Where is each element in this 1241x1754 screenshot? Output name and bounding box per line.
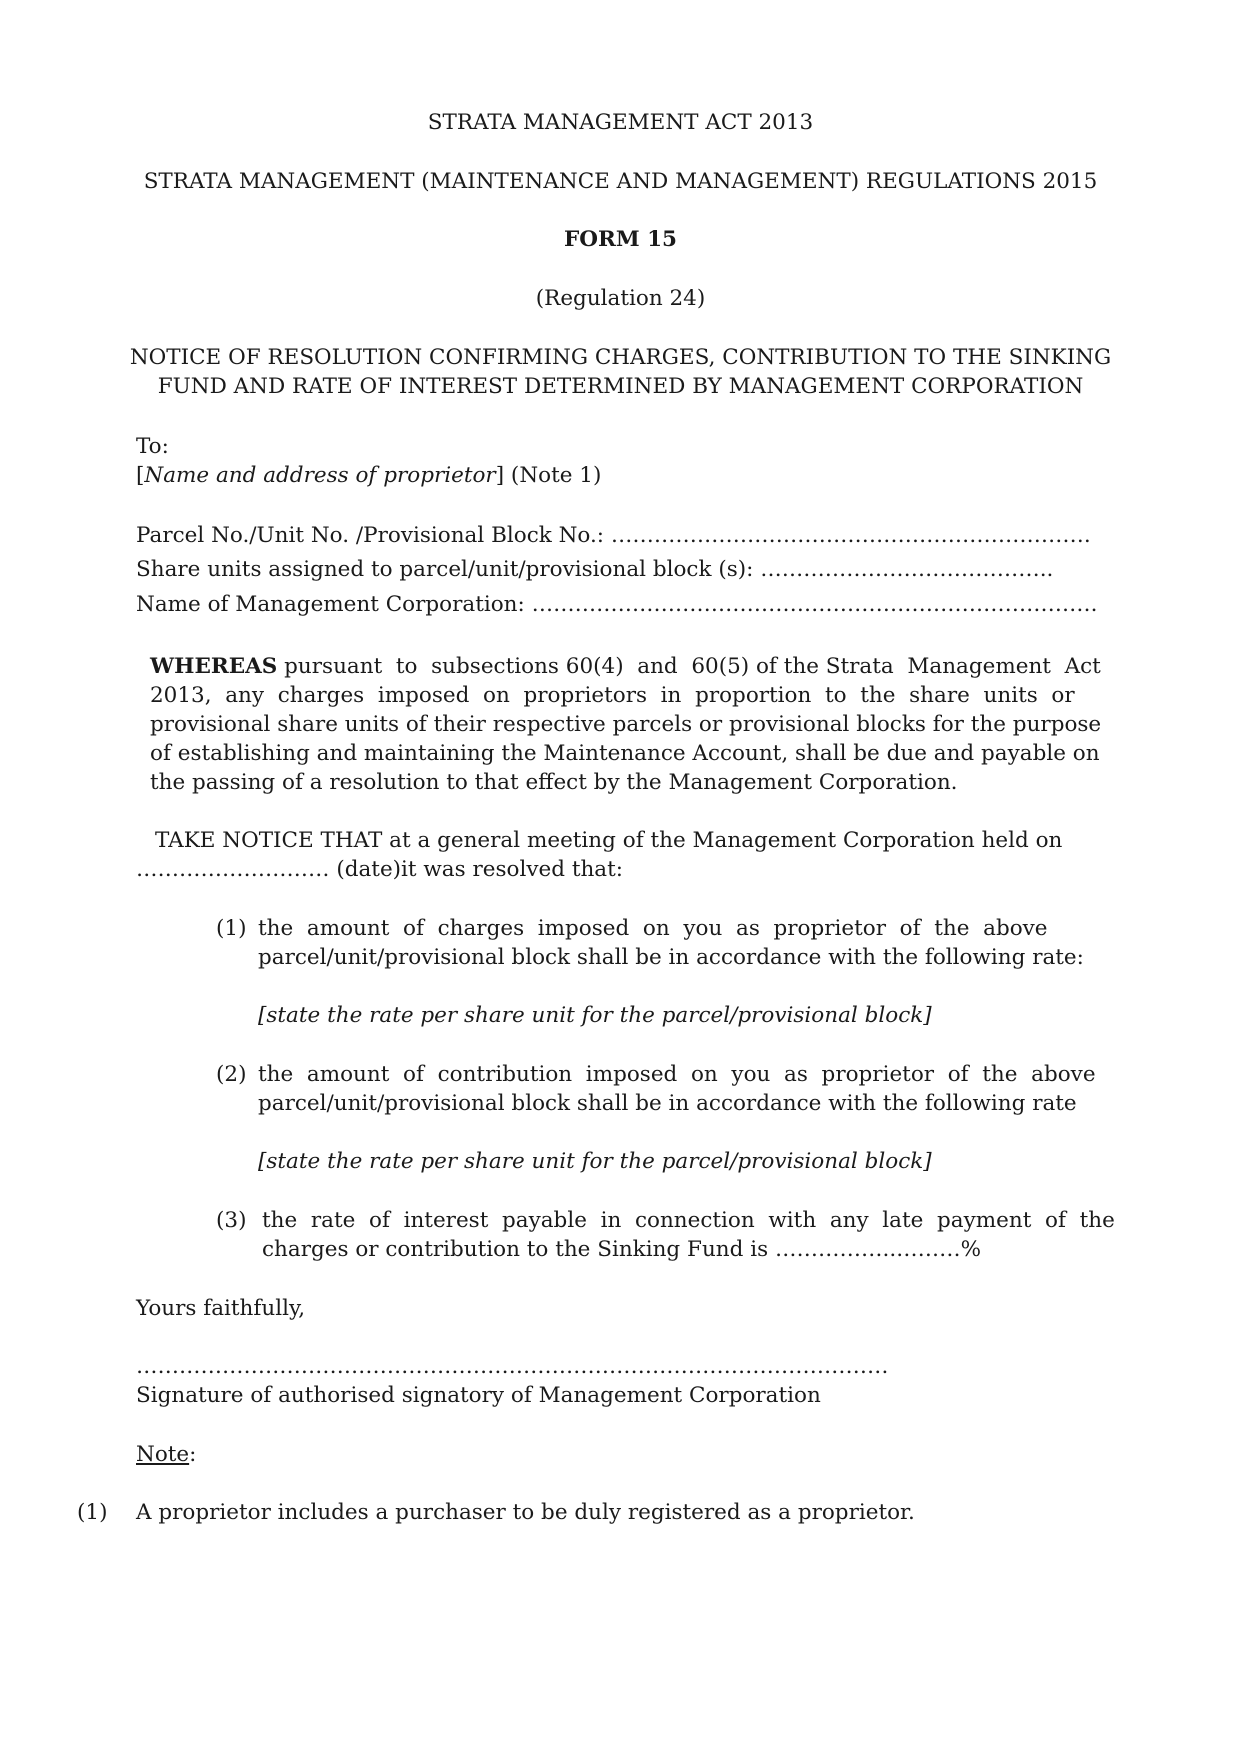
item-number: (3)	[216, 1208, 247, 1233]
whereas-line-1-text: pursuant to subsections 60(4) and 60(5) of the Strata Management Act	[284, 654, 1101, 679]
item-rate-instruction: [state the rate per share unit for the parcel/provisional block]	[258, 1003, 932, 1028]
note-text: A proprietor includes a purchaser to be duly registered as a proprietor.	[136, 1500, 915, 1525]
whereas-line-3: provisional share units of their respective parcels or provisional blocks for the purpose	[150, 712, 1102, 737]
item-text-line-1: the amount of contribution imposed on you as proprietor of the above	[258, 1062, 1096, 1087]
whereas-lead: WHEREAS	[150, 654, 278, 679]
whereas-line-5: the passing of a resolution to that effect by the Management Corporation.	[150, 770, 958, 795]
note-number: (1)	[77, 1500, 108, 1525]
salutation: Yours faithfully,	[136, 1296, 306, 1321]
item-text-line-1: the amount of charges imposed on you as proprietor of the above	[258, 916, 1048, 941]
item-text-line-2: parcel/unit/provisional block shall be in accordance with the following rate:	[258, 945, 1084, 970]
addressee-placeholder	[136, 461, 601, 490]
take-notice-line-1: TAKE NOTICE THAT at a general meeting of the Management Corporation held on	[155, 828, 1063, 853]
take-notice-line-2: ……………………… (date)it was resolved that:	[136, 857, 624, 882]
note-heading	[136, 1440, 196, 1469]
regulations-title: STRATA MANAGEMENT (MAINTENANCE AND MANAGEMENT) REGULATIONS 2015	[143, 169, 1098, 194]
bracket-open: [	[136, 463, 145, 488]
notice-title-line-2: FUND AND RATE OF INTEREST DETERMINED BY MANAGEMENT CORPORATION	[157, 374, 1084, 399]
share-units-field: Share units assigned to parcel/unit/provisional block (s): …………………………………..	[136, 557, 1054, 582]
note-heading-text: Note	[136, 1442, 190, 1467]
parcel-number-field: Parcel No./Unit No. /Provisional Block No.: ………………………………………………………….	[136, 523, 1091, 548]
management-corporation-name-field: Name of Management Corporation: …………………………………………………………………….	[136, 592, 1098, 617]
whereas-line-2: 2013, any charges imposed on proprietors in proportion to the share units or	[150, 683, 1075, 708]
item-text-line-2: charges or contribution to the Sinking Fund is ……………..………%	[262, 1237, 982, 1262]
regulation-reference: (Regulation 24)	[535, 286, 706, 311]
whereas-line-4: of establishing and maintaining the Maintenance Account, shall be due and payable on	[150, 741, 1100, 766]
addressee-name-field: Name and address of proprietor	[144, 463, 496, 488]
item-text-line-1: the rate of interest payable in connection with any late payment of the	[262, 1208, 1115, 1233]
item-rate-instruction: [state the rate per share unit for the parcel/provisional block]	[258, 1149, 932, 1174]
act-title: STRATA MANAGEMENT ACT 2013	[427, 110, 814, 135]
note-heading-colon: :	[189, 1442, 197, 1467]
notice-title-line-1: NOTICE OF RESOLUTION CONFIRMING CHARGES, CONTRIBUTION TO THE SINKING	[129, 345, 1112, 370]
to-label: To:	[136, 434, 169, 459]
bracket-close-note: ] (Note 1)	[495, 463, 602, 488]
item-number: (1)	[216, 916, 247, 941]
item-number: (2)	[216, 1062, 247, 1087]
item-text-line-2: parcel/unit/provisional block shall be in accordance with the following rate	[258, 1091, 1077, 1116]
whereas-line-1	[150, 652, 1101, 681]
form-number: FORM 15	[563, 227, 678, 252]
signature-label: Signature of authorised signatory of Management Corporation	[136, 1383, 821, 1408]
signature-line: ……………………………………………………………………………………………	[136, 1354, 889, 1379]
